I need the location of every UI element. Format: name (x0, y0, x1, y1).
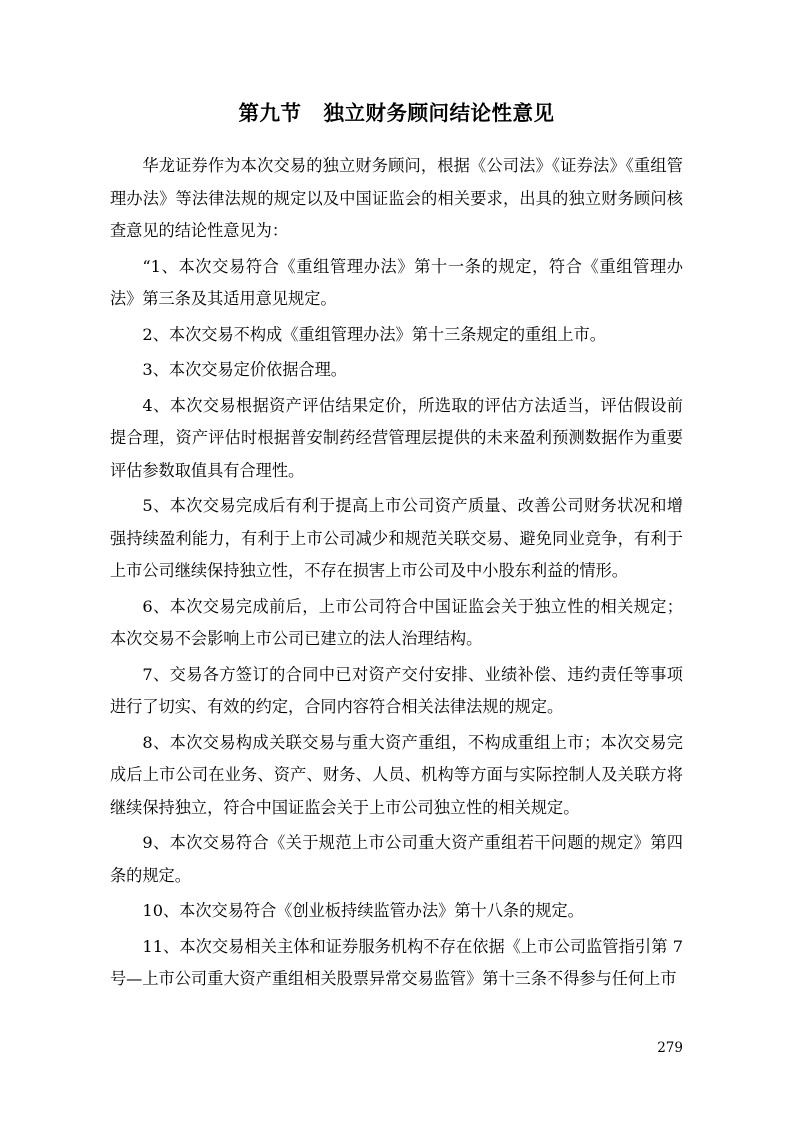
page-title (110, 96, 683, 126)
paragraph: 华龙证券作为本次交易的独立财务顾问，根据《公司法》《证券法》《重组管理办法》等法律法规的规定以及中国证监会的相关要求，出具的独立财务顾问核查意见的结论性意见为： (110, 156, 683, 240)
page-content (110, 96, 683, 999)
page-number: 279 (657, 1040, 683, 1056)
paragraph: “1、本次交易符合《重组管理办法》第十一条的规定，符合《重组管理办法》第三条及其适用意见规定。 (110, 256, 683, 308)
paragraph: 7、交易各方签订的合同中已对资产交付安排、业绩补偿、违约责任等事项进行了切实、有效的约定，合同内容符合相关法律法规的规定。 (110, 664, 683, 716)
paragraph: 6、本次交易完成前后，上市公司符合中国证监会关于独立性的相关规定；本次交易不会影响上市公司已建立的法人治理结构。 (110, 596, 683, 648)
section-number: 第九节 (238, 101, 302, 125)
paragraph: 10、本次交易符合《创业板持续监管办法》第十八条的规定。 (142, 901, 584, 920)
section-title: 独立财务顾问结论性意见 (323, 101, 555, 125)
paragraph: 2、本次交易不构成《重组管理办法》第十三条规定的重组上市。 (142, 324, 606, 344)
paragraph: 5、本次交易完成后有利于提高上市公司资产质量、改善公司财务状况和增强持续盈利能力，有利于上市公司减少和规范关联交易、避免同业竞争，有利于上市公司继续保持独立性，不存在损害上市公司及中小股东利益的情形。 (110, 496, 683, 580)
paragraph: 11、本次交易相关主体和证券服务机构不存在依据《上市公司监管指引第 7 号—上市公司重大资产重组相关股票异常交易监管》第十三条不得参与任何上市 (110, 936, 683, 988)
paragraph: 3、本次交易定价依据合理。 (142, 360, 347, 379)
paragraph: 8、本次交易构成关联交易与重大资产重组，不构成重组上市；本次交易完成后上市公司在业务、资产、财务、人员、机构等方面与实际控制人及关联方将继续保持独立，符合中国证监会关于上市公司独立性的相关规定。 (110, 732, 683, 817)
paragraph: 9、本次交易符合《关于规范上市公司重大资产重组若干问题的规定》第四条的规定。 (110, 833, 683, 885)
paragraph: 4、本次交易根据资产评估结果定价，所选取的评估方法适当，评估假设前提合理，资产评估时根据普安制药经营管理层提供的未来盈利预测数据作为重要评估参数取值具有合理性。 (110, 395, 683, 480)
